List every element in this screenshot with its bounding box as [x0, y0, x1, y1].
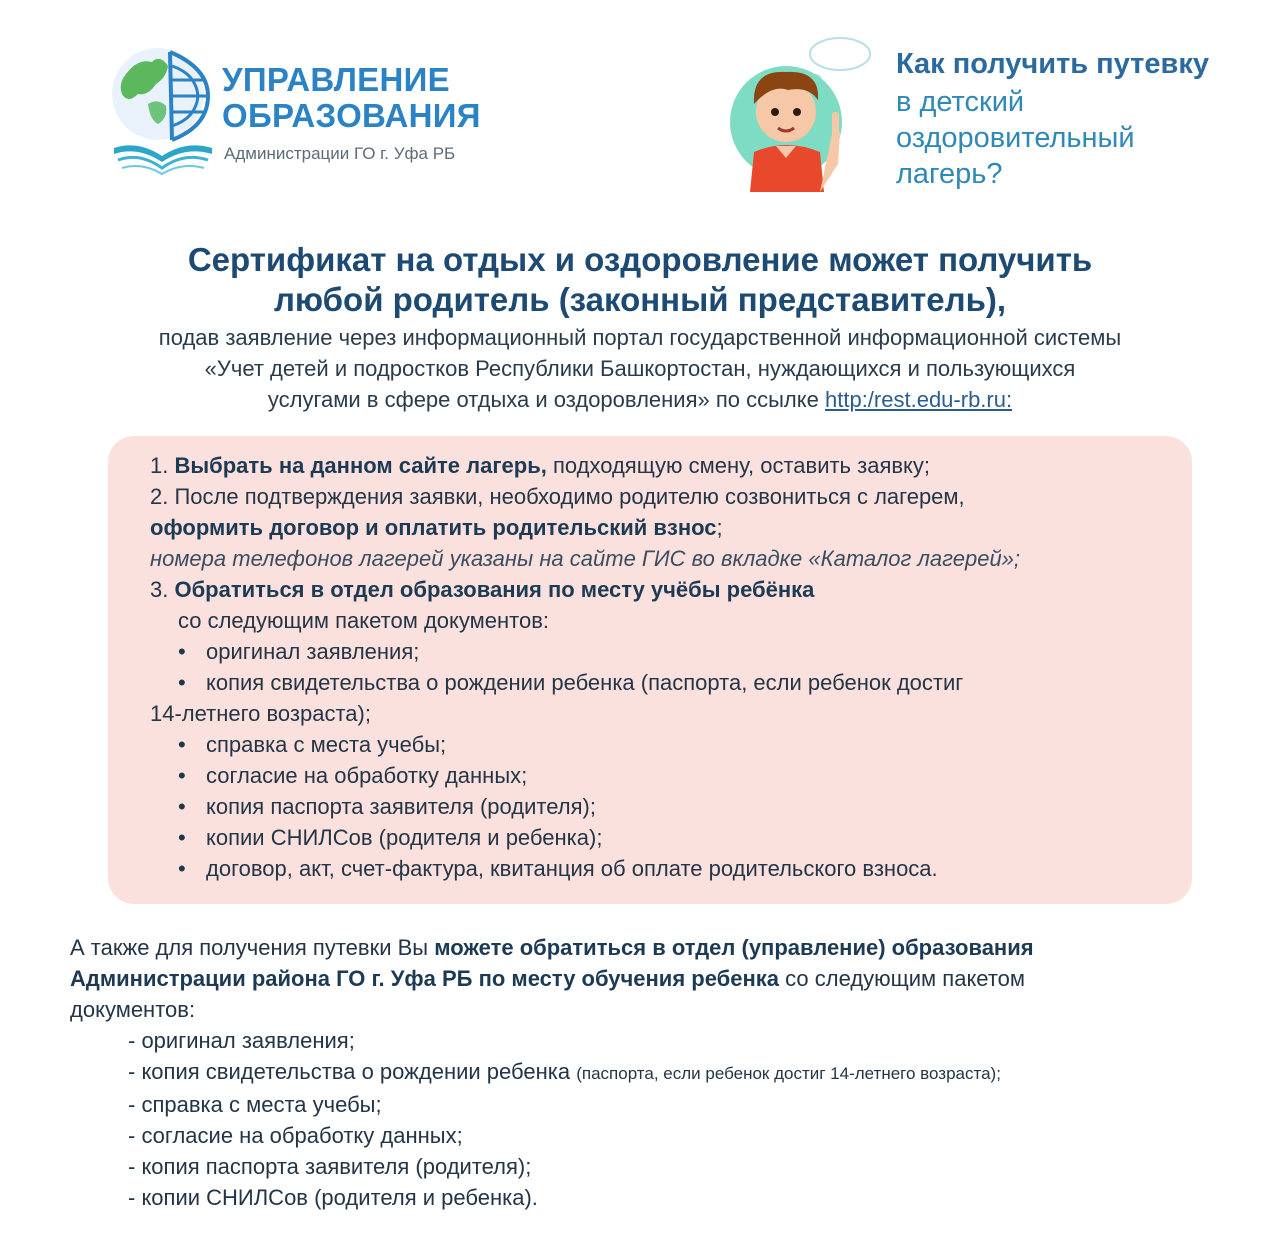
step-2-note: номера телефонов лагерей указаны на сайте ГИС во вкладке «Каталог лагерей»; — [150, 546, 1021, 571]
list-item-text: копии СНИЛСов (родителя и ребенка); — [206, 825, 603, 850]
how-line4: лагерь? — [896, 158, 1003, 190]
how-line2: в детский — [896, 86, 1025, 118]
how-line3: оздоровительный — [896, 122, 1135, 154]
step-2-line1: 2. После подтверждения заявки, необходимо родителю созвониться с лагерем, — [150, 484, 965, 509]
list-item — [150, 760, 1210, 791]
doc-item: - оригинал заявления; — [128, 1028, 355, 1053]
list-item — [150, 636, 1210, 667]
list-item-text: копия свидетельства о рождении ребенка (паспорта, если ребенок достиг — [206, 670, 964, 695]
also-text2: со следующим пакетом — [779, 966, 1026, 991]
also-bold1: можете обратиться в отдел (управление) образования — [434, 935, 1034, 960]
step-1-rest: подходящую смену, оставить заявку; — [546, 453, 931, 478]
doc-item — [128, 1056, 1001, 1089]
list-item-text: согласие на обработку данных; — [206, 763, 528, 788]
bullet-icon: • — [178, 763, 186, 788]
logo-title — [222, 62, 481, 134]
step-3-num: 3. — [150, 577, 175, 602]
list-item-text: справка с места учебы; — [206, 732, 447, 757]
intro-line3 — [0, 384, 1280, 415]
how-title: Как получить путевку — [896, 48, 1209, 80]
step-1-bold: Выбрать на данном сайте лагерь, — [174, 453, 547, 478]
bullet-icon: • — [178, 794, 186, 819]
list-item-text: оригинал заявления; — [206, 639, 420, 664]
step-2-line2 — [150, 512, 1210, 543]
logo-title-line1: УПРАВЛЕНИЕ — [222, 61, 450, 98]
bullet-icon: • — [178, 825, 186, 850]
how-to-heading — [896, 44, 1266, 192]
list-item — [150, 853, 1210, 884]
steps-list — [150, 450, 1210, 884]
globe-book-emblem-icon — [108, 44, 218, 176]
also-line2 — [70, 963, 1220, 994]
thinking-boy-illustration — [728, 34, 878, 192]
bullet-icon: • — [178, 856, 186, 881]
list-item — [150, 822, 1210, 853]
doc-item-text: - копия свидетельства о рождении ребенка — [128, 1059, 577, 1084]
intro-line2: «Учет детей и подростков Республики Башкортостан, нуждающихся и пользующихся — [204, 356, 1076, 381]
logo-subtitle: Администрации ГО г. Уфа РБ — [224, 144, 456, 163]
also-text1: А также для получения путевки Вы — [70, 935, 435, 960]
also-line3: документов: — [70, 997, 196, 1022]
logo — [108, 44, 508, 184]
bullet-icon: • — [178, 639, 186, 664]
intro-line1: подав заявление через информационный портал государственной информационной системы — [158, 325, 1122, 350]
logo-title-line2: ОБРАЗОВАНИЯ — [222, 97, 481, 134]
step-3-sub: со следующим пакетом документов: — [178, 608, 550, 633]
headline-line1: Сертификат на отдых и оздоровление может получить — [187, 241, 1093, 278]
doc-item-note: (паспорта, если ребенок достиг 14-летнего возраста); — [576, 1064, 1001, 1083]
also-bold2: Администрации района ГО г. Уфа РБ по месту обучения ребенка — [70, 966, 780, 991]
step-2-end: ; — [716, 515, 723, 540]
step-3-bold: Обратиться в отдел образования по месту учёбы ребёнка — [174, 577, 815, 602]
doc-item: - справка с места учебы; — [128, 1092, 382, 1117]
step-1 — [150, 450, 1210, 481]
also-line1 — [70, 932, 1220, 963]
doc-item: - согласие на обработку данных; — [128, 1123, 463, 1148]
intro-line3-text: услугами в сфере отдыха и оздоровления» по ссылке — [267, 387, 825, 412]
list-item — [150, 791, 1210, 822]
list-item — [150, 667, 1210, 698]
documents-list — [128, 1025, 1001, 1213]
page-headline — [0, 240, 1280, 320]
bullet-icon: • — [178, 670, 186, 695]
bullet-icon: • — [178, 732, 186, 757]
doc-item: - копия паспорта заявителя (родителя); — [128, 1154, 532, 1179]
list-item-continuation: 14-летнего возраста); — [150, 701, 371, 726]
step-2-bold: оформить договор и оплатить родительский взнос — [150, 515, 717, 540]
also-paragraph — [70, 932, 1220, 1025]
list-item-text: копия паспорта заявителя (родителя); — [206, 794, 596, 819]
doc-item: - копии СНИЛСов (родителя и ребенка). — [128, 1185, 538, 1210]
step-1-num: 1. — [150, 453, 175, 478]
list-item-text: договор, акт, счет-фактура, квитанция об оплате родительского взноса. — [206, 856, 938, 881]
portal-link[interactable]: http:/rest.edu-rb.ru: — [825, 387, 1013, 412]
list-item — [150, 729, 1210, 760]
step-3 — [150, 574, 1210, 605]
headline-line2: любой родитель (законный представитель), — [273, 281, 1007, 318]
intro-paragraph — [0, 322, 1280, 415]
